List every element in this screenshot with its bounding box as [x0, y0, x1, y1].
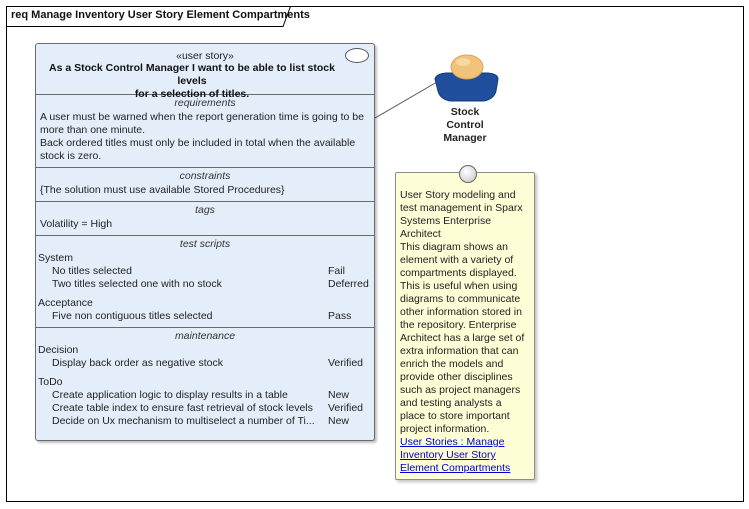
maintenance-item-label: Create table index to ensure fast retrieval of stock levels [52, 402, 313, 414]
maintenance-item-status: Verified [328, 402, 364, 414]
note-text [400, 189, 534, 475]
tags-compartment [36, 202, 374, 236]
maintenance-row [40, 357, 370, 370]
maintenance-item-status: New [328, 389, 350, 401]
compartment-title: requirements [174, 97, 236, 109]
note-line: compartments displayed. [400, 267, 517, 279]
maintenance-item-label: Decide on Ux mechanism to multiselect a number of Ti... [52, 415, 315, 427]
test-script-row [40, 265, 370, 278]
note-line: This is useful when using [400, 280, 518, 292]
note-line: provide other disciplines [400, 371, 513, 383]
note-element[interactable] [395, 172, 535, 480]
test-script-status: Fail [328, 265, 345, 277]
compartment-title: constraints [179, 170, 231, 182]
user-story-name-line: for a selection of titles. [134, 88, 250, 100]
test-scripts-compartment [36, 236, 374, 328]
note-line: test management in Sparx [400, 202, 523, 214]
requirement-line: Back ordered titles must only be included in total when the available [40, 137, 356, 149]
actor-icon[interactable] [432, 53, 502, 105]
maintenance-item-status: Verified [328, 357, 364, 369]
maintenance-row [40, 389, 370, 402]
note-pin-icon [459, 165, 477, 183]
use-case-oval-icon [345, 48, 369, 63]
maintenance-group-label: Decision [38, 344, 79, 356]
test-script-row [40, 278, 370, 291]
note-line: such as project managers [400, 384, 521, 396]
user-story-header [36, 44, 374, 100]
actor-name-line: Control [446, 119, 484, 131]
actor-name-line: Manager [443, 132, 487, 144]
test-script-label: No titles selected [52, 265, 132, 277]
user-story-name [36, 62, 374, 101]
compartment-title: tags [195, 204, 215, 216]
test-script-label: Two titles selected one with no stock [52, 278, 222, 290]
compartment-title: maintenance [174, 330, 236, 342]
tag-line: Volatility = High [40, 218, 113, 230]
test-script-status: Pass [328, 310, 352, 322]
test-script-row [40, 310, 370, 323]
maintenance-group-label: ToDo [38, 376, 63, 388]
maintenance-row [40, 415, 370, 428]
note-line: Architect has a large set of [400, 332, 525, 344]
test-script-label: Five non contiguous titles selected [52, 310, 213, 322]
diagram-hyperlink[interactable] [400, 436, 534, 475]
maintenance-compartment [36, 328, 374, 432]
note-line: place to store important [400, 410, 510, 422]
note-line: Systems Enterprise [400, 215, 492, 227]
note-line: Architect [400, 228, 441, 240]
requirement-line: stock is zero. [40, 150, 102, 162]
note-line: User Story modeling and [400, 189, 516, 201]
compartment-title: test scripts [179, 238, 231, 250]
maintenance-row [40, 402, 370, 415]
note-line: This diagram shows an [400, 241, 508, 253]
note-line: extra information that can [400, 345, 519, 357]
test-script-status: Deferred [328, 278, 369, 290]
note-line: enrich the models and [400, 358, 504, 370]
link-line[interactable]: Element Compartments [400, 462, 511, 474]
note-line: other information stored in [400, 306, 522, 318]
maintenance-item-label: Display back order as negative stock [52, 357, 223, 369]
requirements-compartment [36, 95, 374, 168]
note-line: and testing analysts a [400, 397, 502, 409]
requirement-line: A user must be warned when the report generation time is going to be [40, 111, 364, 123]
constraint-line: {The solution must use available Stored Procedures} [40, 184, 285, 196]
user-story-name-line: As a Stock Control Manager I want to be able to list stock levels [49, 62, 335, 87]
note-line: diagrams to communicate [400, 293, 521, 305]
maintenance-item-label: Create application logic to display results in a table [52, 389, 288, 401]
user-story-element[interactable] [35, 43, 375, 441]
note-line: element with a variety of [400, 254, 514, 266]
note-line: project information. [400, 423, 490, 435]
diagram-title: req Manage Inventory User Story Element Compartments [11, 9, 310, 21]
constraints-compartment [36, 168, 374, 202]
requirement-line: more than one minute. [40, 124, 146, 136]
actor-name [430, 106, 500, 145]
link-line[interactable]: Inventory User Story [400, 449, 496, 461]
link-line[interactable]: User Stories : Manage [400, 436, 505, 448]
stereotype-label: «user story» [176, 50, 234, 62]
test-group-label: System [38, 252, 74, 264]
maintenance-item-status: New [328, 415, 350, 427]
actor-name-line: Stock [450, 106, 480, 118]
note-line: the repository. Enterprise [400, 319, 517, 331]
test-group-label: Acceptance [38, 297, 93, 309]
